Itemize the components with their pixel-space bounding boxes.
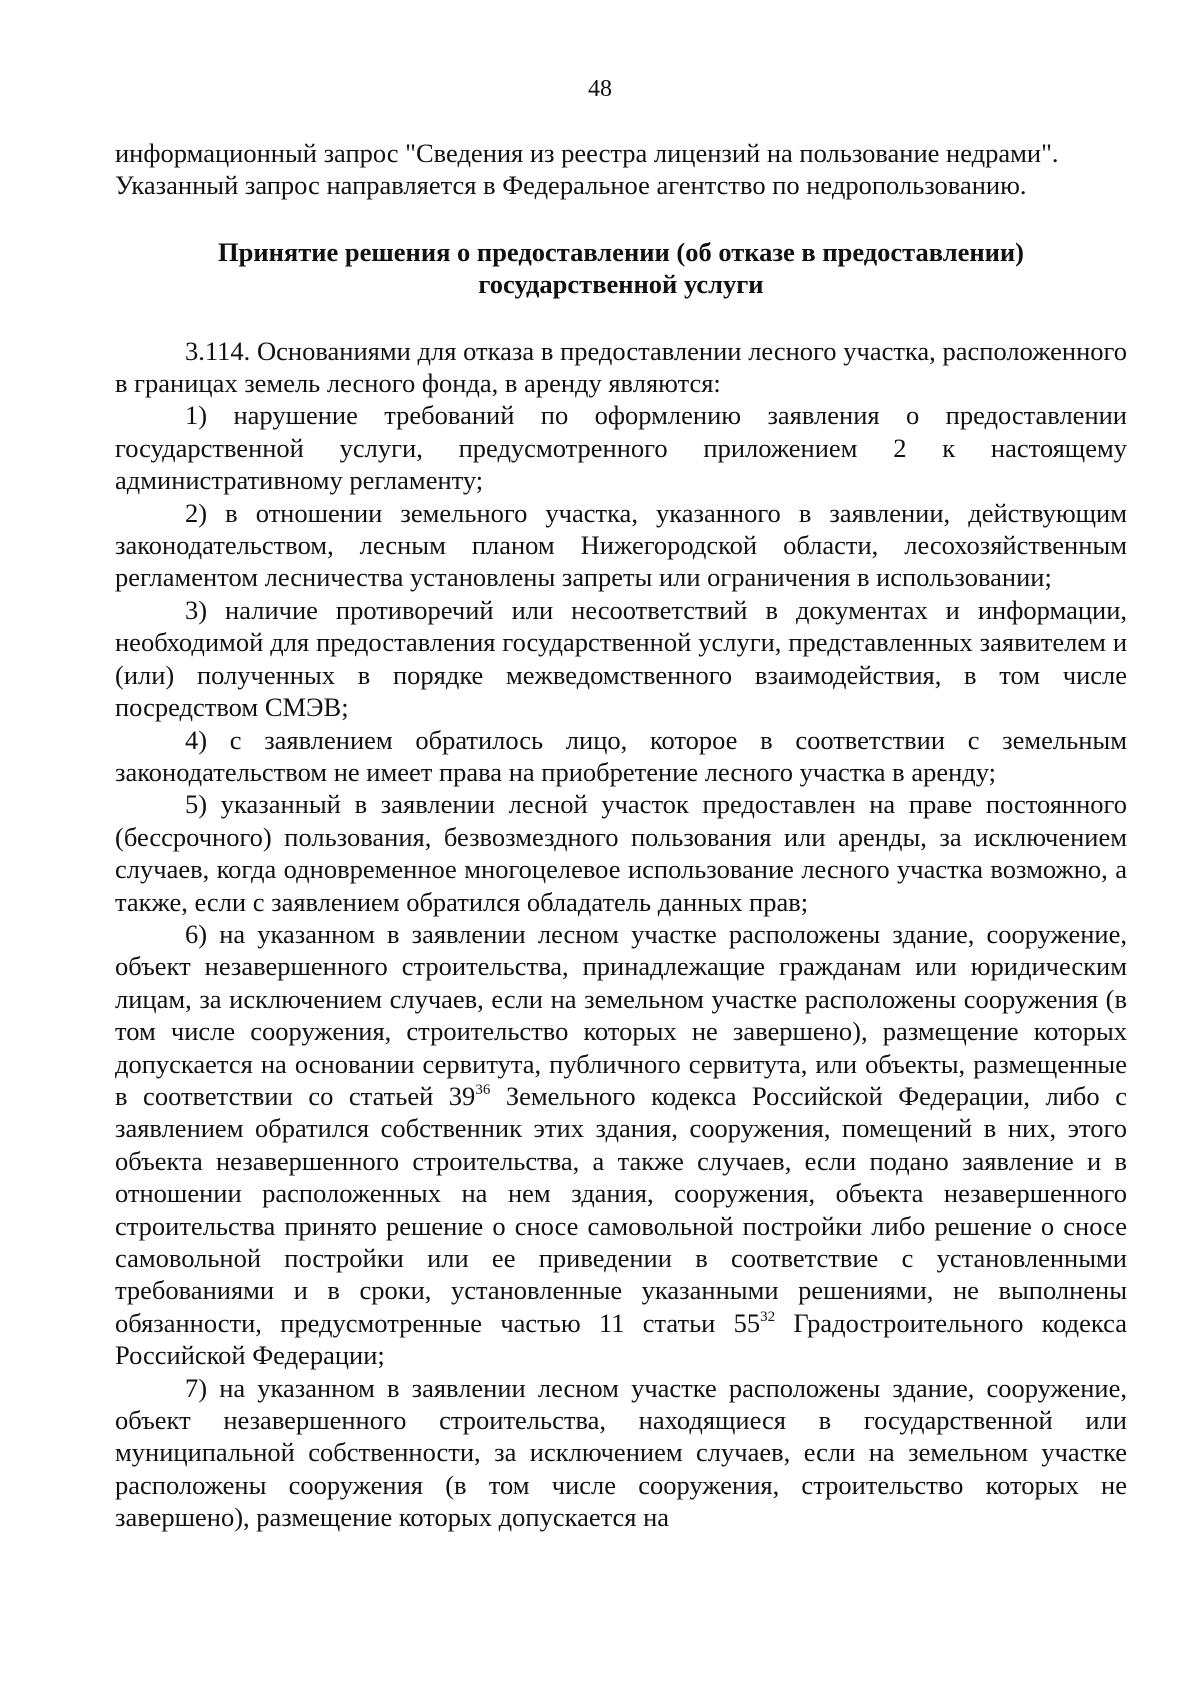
intro-line-1: информационный запрос "Сведения из реестра лицензий на пользование недрами". (115, 138, 1059, 168)
footnote-superscript-36: 36 (475, 1081, 491, 1098)
intro-line-2: Указанный запрос направляется в Федеральное агентство по недропользованию. (115, 170, 1027, 201)
list-item-2: 2) в отношении земельного участка, указанного в заявлении, действующим законодательством, лесным планом Нижегородской области, лесохозяйственным регламентом лесничества установлены запреты или ограничения в использовании; (115, 497, 1127, 593)
list-item-6-text-part-1: 6) на указанном в заявлении лесном участке расположены здание, сооружение, объект незавершенного строительства, принадлежащие гражданам или юридическим лицам, за исключением случаев, если на земельном участке расположены сооружения (в том числе сооружения, строительство которых не завершено), размещение которых допускается на основании сервитута, публичного сервитута, или объекты, размещенные в соответствии со статьей 39 (115, 918, 1127, 1111)
list-item-6-text-part-3: Градостроительного кодекса Российской Федерации; (115, 1307, 1127, 1371)
list-item-7: 7) на указанном в заявлении лесном участке расположены здание, сооружение, объект незавершенного строительства, находящиеся в государственной или муниципальной собственности, за исключением случаев, если на земельном участке расположены сооружения (в том числе сооружения, строительство которых не завершено), размещение которых допускается на (115, 1372, 1127, 1533)
page-number: 48 (588, 76, 612, 102)
list-item-6 (115, 918, 1127, 1372)
document-body (115, 137, 1127, 1534)
list-item-1: 1) нарушение требований по оформлению заявления о предоставлении государственной услуги, предусмотренного приложением 2 к настоящему административному регламенту; (115, 400, 1127, 496)
section-heading (115, 236, 1127, 301)
list-item-5: 5) указанный в заявлении лесной участок предоставлен на праве постоянного (бессрочного) пользования, безвозмездного пользования или аренды, за исключением случаев, когда одновременное многоцелевое использование лесного участка возможно, а также, если с заявлением обратился обладатель данных прав; (115, 789, 1127, 917)
section-heading-line-1: Принятие решения о предоставлении (об отказе в предоставлении) (218, 236, 1024, 267)
list-item-6-text-part-2: Земельного кодекса Российской Федерации, либо с заявлением обратился собственник этих здания, сооружения, помещений в них, этого объекта незавершенного строительства, а также случаев, если подано заявление и в отношении расположенных на нем здания, сооружения, объекта незавершенного строительства принято решение о сносе самовольной постройки либо решение о сносе самовольной постройки или ее приведении в соответствие с установленными требованиями и в сроки, установленные указанными решениями, не выполнены обязанности, предусмотренные частью 11 статьи 55 (115, 1080, 1127, 1338)
list-item-3: 3) наличие противоречий или несоответствий в документах и информации, необходимой для предоставления государственной услуги, представленных заявителем и (или) полученных в порядке межведомственного взаимодействия, в том числе посредством СМЭВ; (115, 594, 1127, 723)
list-item-4: 4) с заявлением обратилось лицо, которое в соответствии с земельным законодательством не имеет права на приобретение лесного участка в аренду; (115, 724, 1127, 787)
section-heading-line-2: государственной услуги (478, 269, 764, 300)
paragraph-3-114: 3.114. Основаниями для отказа в предоставлении лесного участка, расположенного в границах земель лесного фонда, в аренду являются: (115, 335, 1127, 399)
footnote-superscript-32: 32 (760, 1308, 776, 1325)
